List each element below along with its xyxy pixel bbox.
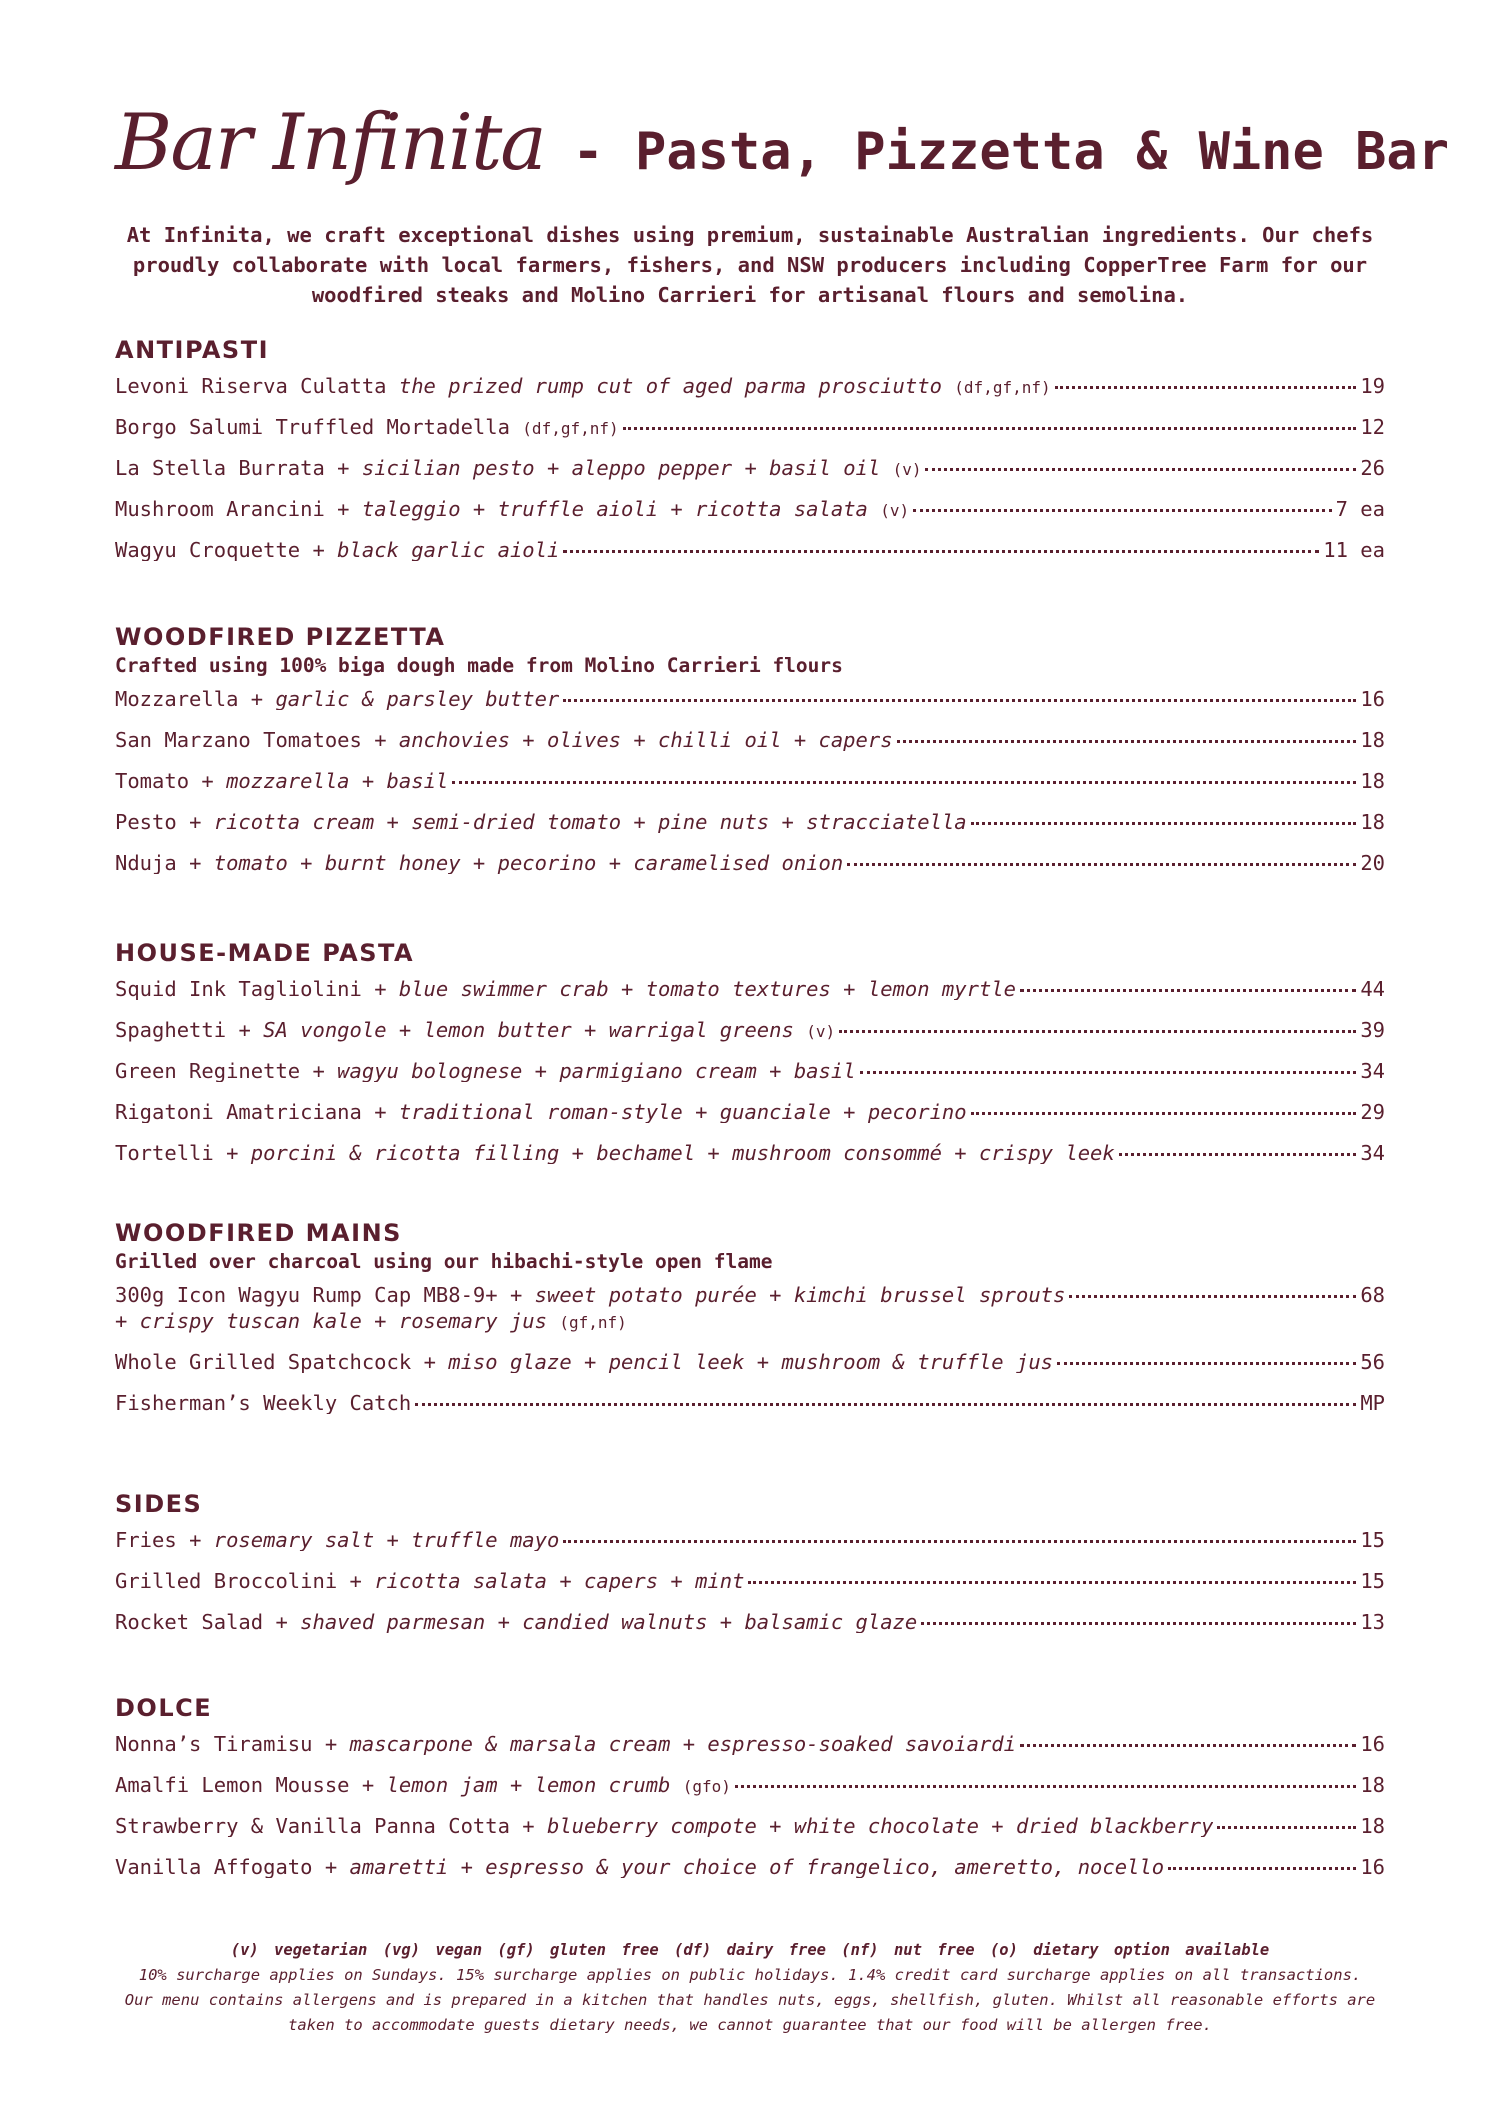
menu-item-name: Whole Grilled Spatchcock — [115, 1351, 412, 1373]
menu-item-text — [115, 1101, 967, 1123]
menu-item — [115, 457, 1385, 498]
dot-leader — [897, 740, 1357, 743]
menu-item-text — [115, 1774, 731, 1798]
menu-item — [115, 539, 1385, 580]
menu-item — [115, 1101, 1385, 1142]
menu-item-name: San Marzano Tomatoes — [115, 729, 362, 751]
menu-item — [115, 729, 1385, 770]
menu-item-price: 18 — [1360, 729, 1385, 752]
menu-item-name: Grilled Broccolini — [115, 1570, 338, 1592]
menu-item-price: 11 ea — [1323, 539, 1385, 562]
menu-item-price: 26 — [1360, 457, 1385, 480]
dot-leader — [452, 781, 1356, 784]
menu-item — [115, 1774, 1385, 1815]
dot-leader — [1020, 989, 1356, 992]
menu-item-text — [115, 498, 909, 522]
menu-item-name: Green Reginette — [115, 1060, 301, 1082]
dot-leader — [415, 1403, 1356, 1406]
menu-item-price: 13 — [1360, 1611, 1385, 1634]
dot-leader — [735, 1785, 1356, 1788]
menu-item-price: 44 — [1360, 978, 1385, 1001]
menu-item-name: Borgo Salumi Truffled Mortadella — [115, 416, 510, 439]
menu-item-description: + miso glaze + pencil leek + mushroom & truffle jus — [423, 1351, 1054, 1373]
menu-item-text — [115, 1284, 1065, 1334]
menu-item-description: + taleggio + truffle aioli + ricotta salata — [337, 498, 868, 521]
dot-leader — [1055, 386, 1357, 389]
dot-leader — [921, 1622, 1356, 1625]
dietary-tag: (df,gf,nf) — [522, 419, 619, 438]
menu-items — [115, 978, 1385, 1183]
menu-item-name: Amalfi Lemon Mousse — [115, 1774, 350, 1797]
section-title: DOLCE — [115, 1694, 213, 1722]
allergen-note: Our menu contains allergens and is prepared in a kitchen that handles nuts, eggs, shellfish, gluten. Whilst all reasonable efforts are taken to accommodate guests dietary needs, we cannot guarantee that our food will be allergen free. — [124, 1991, 1376, 2034]
menu-item-name: Rocket Salad — [115, 1611, 264, 1633]
menu-item-name: Pesto — [115, 811, 177, 833]
menu-item-name: 300g Icon Wagyu Rump Cap MB8-9+ — [115, 1284, 498, 1307]
menu-item-text — [115, 811, 967, 833]
menu-item-description: + traditional roman-style + guanciale + pecorino — [374, 1101, 967, 1123]
menu-item-text — [115, 457, 921, 481]
menu-item-text — [115, 688, 559, 710]
dot-leader — [623, 427, 1357, 430]
dietary-tag: (df,gf,nf) — [954, 378, 1051, 397]
menu-item-description: + ricotta salata + capers + mint — [349, 1570, 745, 1592]
menu-item-text — [115, 1733, 1016, 1755]
menu-item-text — [115, 416, 619, 440]
section-sides — [115, 1489, 1385, 1652]
menu-item — [115, 1351, 1385, 1392]
menu-item — [115, 852, 1385, 893]
menu-item-text — [115, 375, 1051, 399]
dot-leader — [839, 1030, 1356, 1033]
menu-item — [115, 1019, 1385, 1060]
menu-item-text — [115, 978, 1016, 1000]
section-woodfired-pizzetta — [115, 622, 1385, 893]
menu-item-name: Wagyu Croquette — [115, 539, 301, 561]
section-title: WOODFIRED MAINS — [115, 1219, 402, 1247]
section-subtitle: Crafted using 100% biga dough made from Molino Carrieri flours — [115, 654, 843, 677]
menu-item-text — [115, 1570, 744, 1592]
menu-item-name: Fries — [115, 1529, 177, 1551]
menu-item-price: 16 — [1360, 688, 1385, 711]
menu-item-price: 15 — [1360, 1570, 1385, 1593]
dot-leader — [860, 1071, 1357, 1074]
menu-items — [115, 1733, 1385, 1897]
menu-item — [115, 1815, 1385, 1856]
menu-item-text — [115, 852, 843, 874]
menu-item-price: 12 — [1360, 416, 1385, 439]
menu-item-name: Nonna’s Tiramisu — [115, 1733, 313, 1755]
menu-item-price: 18 — [1360, 1774, 1385, 1797]
menu-item-name: Squid Ink Tagliolini — [115, 978, 362, 1000]
dot-leader — [563, 1540, 1356, 1543]
menu-item-name: Levoni Riserva Culatta — [115, 375, 387, 398]
menu-item-price: 39 — [1360, 1019, 1385, 1042]
menu-item-text — [115, 1529, 559, 1551]
menu-item-description: + wagyu bolognese + parmigiano cream + basil — [312, 1060, 856, 1082]
menu-item-price: 16 — [1360, 1733, 1385, 1756]
section-dolce — [115, 1693, 1385, 1897]
menu-item-name: Mozzarella — [115, 688, 239, 710]
menu-title: - Pasta, Pizzetta & Wine Bar — [572, 122, 1450, 182]
dot-leader — [748, 1581, 1356, 1584]
menu-item — [115, 978, 1385, 1019]
menu-item-description: + tomato + burnt honey + pecorino + caramelised onion — [189, 852, 844, 874]
menu-items — [115, 688, 1385, 893]
menu-item-price: 19 — [1360, 375, 1385, 398]
menu-items — [115, 1284, 1385, 1433]
menu-item-price: 18 — [1360, 1815, 1385, 1838]
menu-item-description: + porcini & ricotta filling + bechamel + mushroom consommé + crispy leek — [226, 1142, 1115, 1164]
menu-item-text — [115, 770, 448, 792]
menu-item-text — [115, 1060, 856, 1082]
menu-item — [115, 1060, 1385, 1101]
menu-item-description-line2: + crispy tuscan kale + rosemary jus (gf,nf) — [115, 1309, 627, 1333]
menu-item-description: + rosemary salt + truffle mayo — [189, 1529, 560, 1551]
section-antipasti — [115, 335, 1385, 580]
dietary-tag: (gf,nf) — [559, 1313, 627, 1332]
menu-items — [115, 1529, 1385, 1652]
dot-leader — [971, 1112, 1357, 1115]
menu-item-text — [115, 1351, 1053, 1373]
dot-leader — [1119, 1153, 1357, 1156]
menu-header — [115, 98, 1450, 198]
menu-item — [115, 1284, 1385, 1351]
section-subtitle: Grilled over charcoal using our hibachi-style open flame — [115, 1250, 773, 1273]
menu-item-price: 29 — [1360, 1101, 1385, 1124]
menu-item — [115, 1856, 1385, 1897]
menu-item-name: Tortelli — [115, 1142, 214, 1164]
menu-item — [115, 688, 1385, 729]
menu-item-description: the prized rump cut of aged parma prosciutto — [398, 375, 942, 398]
section-title: WOODFIRED PIZZETTA — [115, 623, 446, 651]
dot-leader — [1168, 1867, 1356, 1870]
dot-leader — [563, 699, 1356, 702]
menu-item-name: Spaghetti — [115, 1019, 227, 1042]
menu-item-description: + sweet potato purée + kimchi brussel sprouts — [509, 1284, 1066, 1307]
menu-item-name: Fisherman’s Weekly Catch — [115, 1392, 412, 1414]
menu-item-description: + ricotta cream + semi-dried tomato + pine nuts + stracciatella — [189, 811, 967, 833]
section-woodfired-mains — [115, 1218, 1385, 1433]
menu-item-price: 34 — [1360, 1060, 1385, 1083]
dietary-tag: (v) — [880, 501, 910, 520]
menu-item-price: 18 — [1360, 811, 1385, 834]
intro-text: At Infinita, we craft exceptional dishes using premium, sustainable Australian ingredients. Our chefs proudly collaborate with local farmers, fishers, and NSW producers including CopperTree Farm for our woodfired steaks and Molino Carrieri for artisanal flours and semolina. — [126, 223, 1374, 307]
menu-item-text — [115, 1392, 411, 1414]
menu-item-text — [115, 1142, 1115, 1164]
menu-item — [115, 1392, 1385, 1433]
menu-item-name: Mushroom Arancini — [115, 498, 325, 521]
menu-item — [115, 770, 1385, 811]
menu-item-price: 18 — [1360, 770, 1385, 793]
menu-item-name: La Stella Burrata — [115, 457, 325, 480]
menu-item-description: + lemon jam + lemon crumb — [361, 1774, 671, 1797]
menu-item-name: Vanilla Affogato — [115, 1856, 313, 1878]
dietary-tag: (v) — [806, 1022, 836, 1041]
menu-item-description: + amaretti + espresso & your choice of frangelico, ameretto, nocello — [324, 1856, 1165, 1878]
menu-item-description: + sicilian pesto + aleppo pepper + basil oil — [337, 457, 881, 480]
menu-item-text — [115, 1019, 835, 1043]
dot-leader — [1057, 1362, 1356, 1365]
menu-item-name: Rigatoni Amatriciana — [115, 1101, 362, 1123]
menu-item-price: 20 — [1360, 852, 1385, 875]
dot-leader — [913, 509, 1331, 512]
menu-item-description: + blueberry compote + white chocolate + dried blackberry — [522, 1815, 1214, 1837]
menu-item-price: 68 — [1360, 1284, 1385, 1307]
section-house-made-pasta — [115, 938, 1385, 1183]
menu-item — [115, 375, 1385, 416]
menu-item-text — [115, 1856, 1164, 1878]
menu-item-text — [115, 1815, 1213, 1837]
menu-item-description: + anchovies + olives + chilli oil + capers — [374, 729, 893, 751]
menu-item-description: + blue swimmer crab + tomato textures + lemon myrtle — [374, 978, 1016, 1000]
menu-item-price: 7 ea — [1335, 498, 1385, 521]
menu-item — [115, 1570, 1385, 1611]
dietary-tag: (gfo) — [682, 1777, 731, 1796]
dot-leader — [847, 863, 1356, 866]
dot-leader — [925, 468, 1356, 471]
dietary-tag: (v) — [892, 460, 922, 479]
menu-items — [115, 375, 1385, 580]
dot-leader — [1020, 1744, 1356, 1747]
menu-item-price: 56 — [1360, 1351, 1385, 1374]
menu-footer — [115, 1938, 1385, 2038]
menu-item-text — [115, 1611, 917, 1633]
section-title: SIDES — [115, 1490, 203, 1518]
menu-item-price: 15 — [1360, 1529, 1385, 1552]
menu-item-price: 16 — [1360, 1856, 1385, 1879]
menu-item-name: Nduja — [115, 852, 177, 874]
menu-item — [115, 1611, 1385, 1652]
dot-leader — [1217, 1826, 1356, 1829]
menu-item-description: + mozzarella + basil — [201, 770, 449, 792]
dot-leader — [971, 822, 1357, 825]
dietary-legend: (v) vegetarian (vg) vegan (gf) gluten free (df) dairy free (nf) nut free (o) dietary option available — [230, 1941, 1270, 1959]
section-title: HOUSE-MADE PASTA — [115, 939, 415, 967]
dot-leader — [1069, 1295, 1356, 1298]
menu-item-description: + SA vongole + lemon butter + warrigal greens — [238, 1019, 794, 1042]
menu-item-name: Strawberry & Vanilla Panna Cotta — [115, 1815, 510, 1837]
menu-item-price: MP — [1360, 1392, 1385, 1415]
menu-item-text — [115, 539, 559, 561]
menu-item-description: + garlic & parsley butter — [250, 688, 560, 710]
menu-item — [115, 1142, 1385, 1183]
surcharge-note: 10% surcharge applies on Sundays. 15% surcharge applies on public holidays. 1.4% credit card surcharge applies on all transactions. — [138, 1966, 1362, 1984]
dot-leader — [563, 550, 1319, 553]
menu-item-name: Tomato — [115, 770, 190, 792]
menu-item — [115, 498, 1385, 539]
menu-item-description: + mascarpone & marsala cream + espresso-soaked savoiardi — [324, 1733, 1016, 1755]
brand-logo: Bar Infinita — [115, 98, 545, 188]
menu-item-price: 34 — [1360, 1142, 1385, 1165]
menu-item-text — [115, 729, 893, 751]
menu-item — [115, 811, 1385, 852]
menu-item — [115, 416, 1385, 457]
section-title: ANTIPASTI — [115, 336, 270, 364]
menu-item-description: + shaved parmesan + candied walnuts + balsamic glaze — [275, 1611, 918, 1633]
menu-item — [115, 1733, 1385, 1774]
menu-item-description: + black garlic aioli — [312, 539, 560, 561]
menu-item — [115, 1529, 1385, 1570]
